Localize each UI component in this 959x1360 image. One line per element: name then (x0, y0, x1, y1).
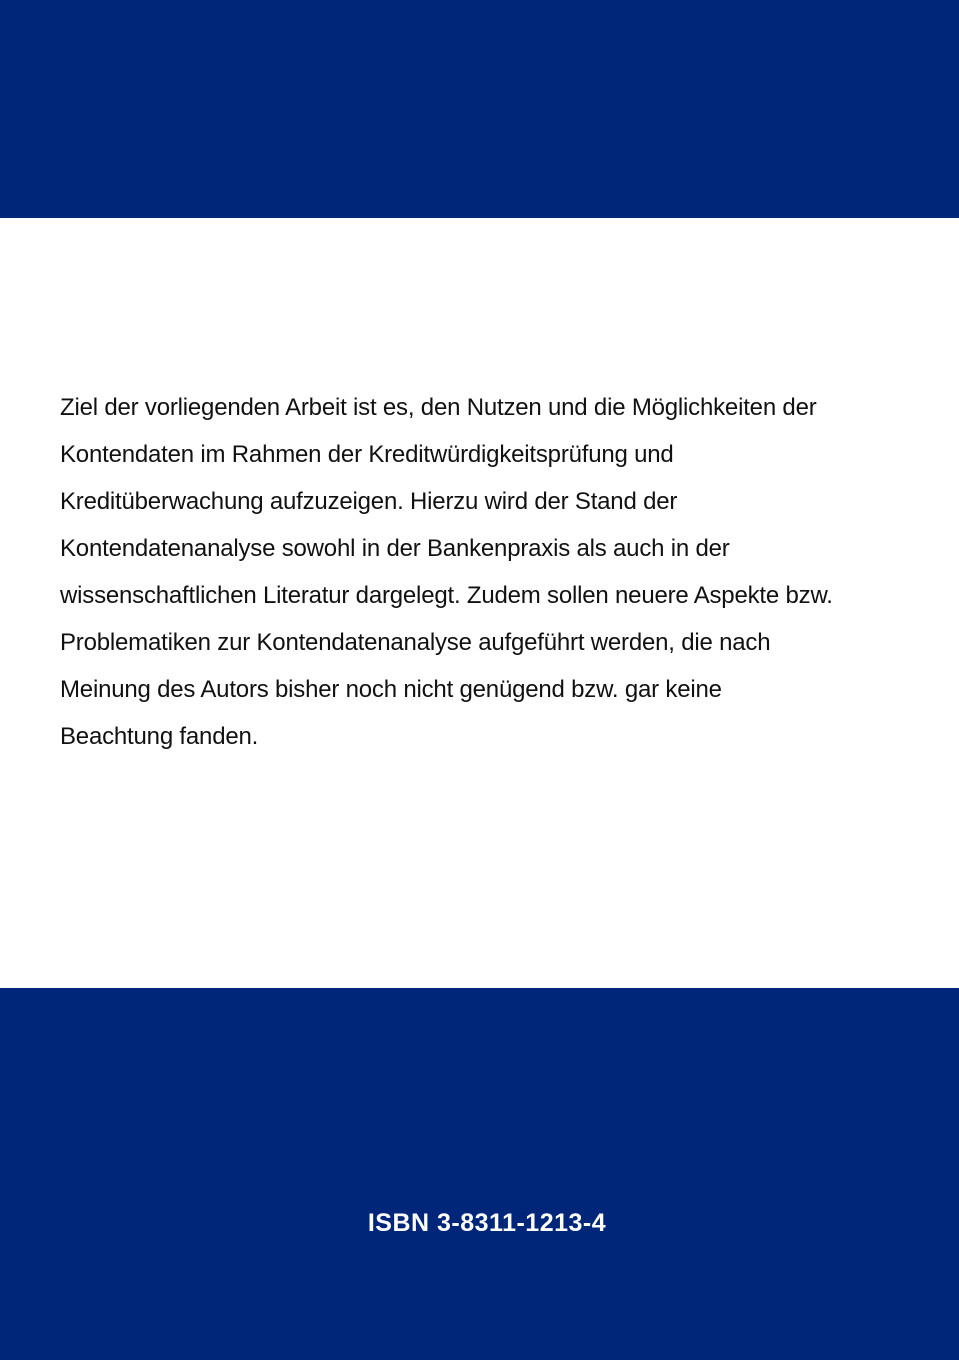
abstract-line: wissenschaftlichen Literatur dargelegt. Zudem sollen neuere Aspekte bzw. (60, 582, 833, 609)
abstract-line: Kontendaten im Rahmen der Kreditwürdigkeitsprüfung und (60, 441, 674, 468)
abstract-line: Kontendatenanalyse sowohl in der Bankenpraxis als auch in der (60, 535, 730, 562)
abstract-line: Ziel der vorliegenden Arbeit ist es, den Nutzen und die Möglichkeiten der (60, 394, 817, 421)
abstract-line: Meinung des Autors bisher noch nicht genügend bzw. gar keine (60, 676, 722, 703)
abstract-text (60, 384, 940, 760)
abstract-line: Problematiken zur Kontendatenanalyse aufgeführt werden, die nach (60, 629, 771, 656)
isbn-label: ISBN 3-8311-1213-4 (367, 1209, 607, 1237)
bottom-color-band (0, 988, 959, 1360)
abstract-line: Kreditüberwachung aufzuzeigen. Hierzu wird der Stand der (60, 488, 678, 515)
abstract-line: Beachtung fanden. (60, 723, 259, 750)
top-color-band (0, 0, 959, 218)
